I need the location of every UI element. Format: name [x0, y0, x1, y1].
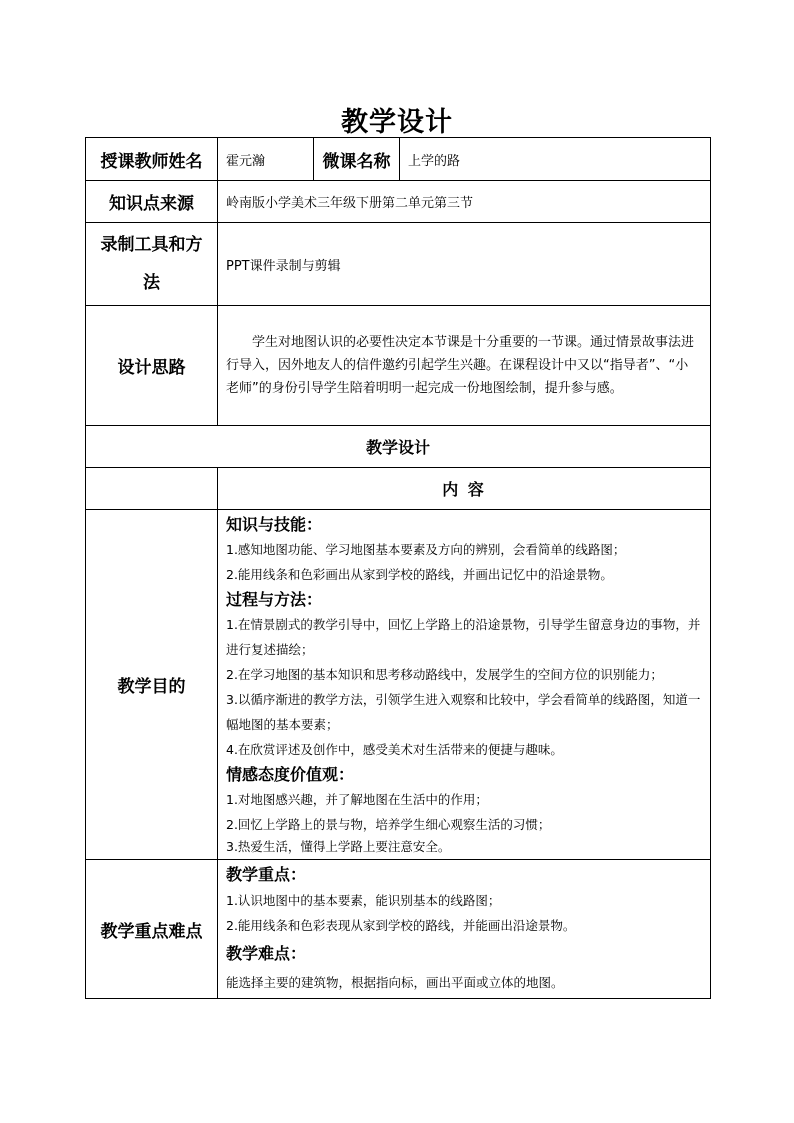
difficult-heading: 教学难点： — [226, 944, 307, 963]
tool-label-line1: 录制工具和方 — [100, 235, 203, 255]
objective-item: 1.对地图感兴趣，并了解地图在生活中的作用； — [226, 792, 488, 807]
course-name: 上学的路 — [400, 138, 711, 181]
teacher-row — [86, 138, 711, 181]
teacher-label: 授课教师姓名 — [86, 138, 218, 181]
objective-item: 3.热爱生活，懂得上学路上要注意安全。 — [226, 839, 451, 854]
objective-item: 4.在欣赏评述及创作中，感受美术对生活带来的便捷与趣味。 — [226, 742, 563, 757]
tool-value: PPT课件录制与剪辑 — [218, 223, 711, 306]
objective-item: 2.在学习地图的基本知识和思考移动路线中，发展学生的空间方位的识别能力； — [226, 667, 663, 682]
key-item: 2.能用线条和色彩表现从家到学校的路线，并能画出沿途景物。 — [226, 918, 576, 933]
content-header: 内 容 — [218, 468, 711, 510]
objective-item: 2.能用线条和色彩画出从家到学校的路线，并画出记忆中的沿途景物。 — [226, 567, 613, 582]
idea-label: 设计思路 — [86, 306, 218, 426]
tool-label — [86, 223, 218, 306]
objective-item: 2.回忆上学路上的景与物，培养学生细心观察生活的习惯； — [226, 817, 551, 832]
objective-heading-knowledge: 知识与技能： — [226, 515, 323, 534]
objectives-content — [218, 510, 711, 860]
objectives-label: 教学目的 — [86, 510, 218, 860]
page-title: 教学设计 — [341, 107, 453, 138]
keypoints-content — [218, 860, 711, 999]
objective-heading-attitude: 情感态度价值观： — [226, 765, 355, 784]
tool-label-line2: 法 — [143, 273, 160, 293]
keypoints-row — [86, 860, 711, 999]
lesson-design-table — [85, 137, 711, 999]
objective-heading-process: 过程与方法： — [226, 590, 323, 609]
difficult-item: 能选择主要的建筑物，根据指向标，画出平面或立体的地图。 — [226, 975, 564, 990]
source-value: 岭南版小学美术三年级下册第二单元第三节 — [218, 181, 711, 223]
objective-item: 3.以循序渐进的教学方法，引领学生进入观察和比较中，学会看简单的线路图，知道一幅地图的基本要素； — [226, 692, 701, 732]
idea-text: 学生对地图认识的必要性决定本节课是十分重要的一节课。通过情景故事法进行导入，因外地友人的信件邀约引起学生兴趣。在课程设计中又以“指导者”、“小老师”的身份引导学生陪着明明一起完成一份地图绘制，提升参与感。 — [226, 335, 695, 396]
content-header-row — [86, 468, 711, 510]
idea-row — [86, 306, 711, 426]
key-heading: 教学重点： — [226, 865, 307, 884]
objective-item: 1.感知地图功能、学习地图基本要素及方向的辨别，会看简单的线路图； — [226, 542, 626, 557]
design-header-row — [86, 426, 711, 468]
key-item: 1.认识地图中的基本要素，能识别基本的线路图； — [226, 893, 501, 908]
teacher-name: 霍元瀚 — [218, 138, 314, 181]
tool-row — [86, 223, 711, 306]
source-label: 知识点来源 — [86, 181, 218, 223]
source-row — [86, 181, 711, 223]
keypoints-label: 教学重点难点 — [86, 860, 218, 999]
objectives-row — [86, 510, 711, 860]
objective-item: 1.在情景剧式的教学引导中，回忆上学路上的沿途景物，引导学生留意身边的事物，并进行复述描绘； — [226, 617, 701, 657]
design-header: 教学设计 — [86, 426, 711, 468]
course-label: 微课名称 — [314, 138, 400, 181]
content-header-blank — [86, 468, 218, 510]
idea-text-cell — [218, 306, 711, 426]
